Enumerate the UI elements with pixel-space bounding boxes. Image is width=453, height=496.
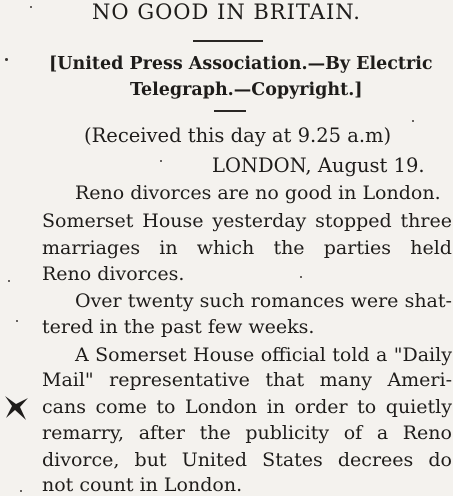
print-speck bbox=[5, 58, 8, 61]
credit-line-1: [United Press Association.—By Electric bbox=[49, 54, 433, 74]
print-speck bbox=[412, 120, 414, 122]
print-speck bbox=[8, 280, 10, 282]
print-speck bbox=[160, 160, 162, 162]
body-line: marriages in which the parties held bbox=[42, 237, 452, 259]
body-line: cans come to London in order to quietly bbox=[42, 396, 452, 418]
print-speck bbox=[30, 6, 32, 8]
body-line: Mail" representative that many Ameri- bbox=[42, 369, 452, 391]
body-line: Reno divorces. bbox=[42, 263, 185, 285]
body-line: remarry, after the publicity of a Reno bbox=[42, 422, 452, 444]
headline-rule bbox=[193, 40, 263, 42]
print-speck bbox=[300, 276, 302, 278]
credit-line-2: Telegraph.—Copyright.] bbox=[130, 80, 363, 100]
headline: NO GOOD IN BRITAIN. bbox=[92, 0, 361, 24]
received-time: (Received this day at 9.25 a.m) bbox=[84, 124, 392, 147]
ink-blot bbox=[2, 390, 32, 424]
body-line: Over twenty such romances were shat- bbox=[75, 290, 452, 312]
body-line: Reno divorces are no good in London. bbox=[75, 182, 441, 204]
dateline: LONDON, August 19. bbox=[212, 154, 425, 177]
body-line: not count in London. bbox=[42, 474, 243, 496]
body-line: divorce, but United States decrees do bbox=[42, 449, 452, 471]
print-speck bbox=[16, 320, 18, 322]
body-line: Somerset House yesterday stopped three bbox=[42, 210, 452, 232]
body-line: tered in the past few weeks. bbox=[42, 316, 315, 338]
credit-rule bbox=[214, 110, 246, 112]
print-speck bbox=[20, 490, 22, 492]
body-line: A Somerset House official told a "Daily bbox=[75, 344, 452, 366]
